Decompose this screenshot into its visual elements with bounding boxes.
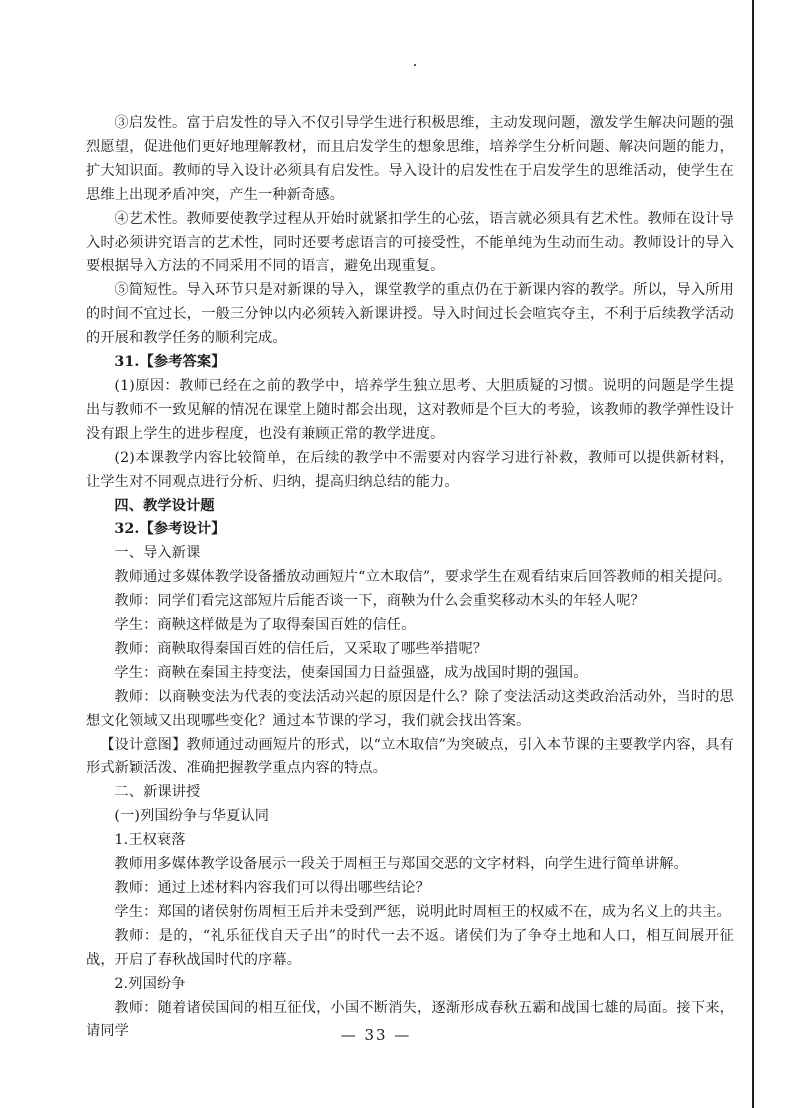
subheading-section-1: (一)列国纷争与华夏认同 xyxy=(114,808,270,825)
subheading-states-rivalry: 2.列国纷争 xyxy=(114,975,186,992)
para-intro-video: 教师通过多媒体教学设备播放动画短片“立木取信”，要求学生在观看结束后回答教师的相关提问。 xyxy=(114,569,732,586)
para-artistry: ④艺术性。教师要使教学过程从开始时就紧扣学生的心弦，语言就必须具有艺术性。教师在设计导入时必须讲究语言的艺术性，同时还要考虑语言的可接受性，不能单纯为生动而生动。教师设计的导入要根据导入方法的不同采用不同的语言，避免出现重复。 xyxy=(86,210,734,275)
dialogue-line: 教师：同学们看完这部短片后能否谈一下，商鞅为什么会重奖移动木头的年轻人呢？ xyxy=(114,593,645,610)
answer-31-heading: 31.【参考答案】 xyxy=(114,354,226,371)
dialogue-line: 学生：商鞅在秦国主持变法，使秦国国力日益强盛，成为战国时期的强国。 xyxy=(114,664,588,681)
answer-31-part2: (2)本课教学内容比较简单，在后续的教学中不需要对内容学习进行补救，教师可以提供新材料，让学生对不同观点进行分析、归纳，提高归纳总结的能力。 xyxy=(86,449,734,490)
design-intent: 【设计意图】教师通过动画短片的形式，以“立木取信”为突破点，引入本节课的主要教学内容，具有形式新颖活泼、准确把握教学重点内容的特点。 xyxy=(86,736,734,777)
page-content xyxy=(86,112,734,1044)
dialogue-line: 学生：商鞅这样做是为了取得秦国百姓的信任。 xyxy=(114,617,416,634)
dialogue-line: 教师：随着诸侯国间的相互征伐，小国不断消失，逐渐形成春秋五霸和战国七雄的局面。接下来，请同学 xyxy=(86,999,734,1040)
subheading-intro: 一、导入新课 xyxy=(114,545,201,562)
dialogue-line: 教师：以商鞅变法为代表的变法活动兴起的原因是什么？除了变法活动这类政治活动外，当时的思想文化领域又出现哪些变化？通过本节课的学习，我们就会找出答案。 xyxy=(86,688,734,729)
dialogue-line: 学生：郑国的诸侯射伤周桓王后并未受到严惩，说明此时周桓王的权威不在，成为名义上的共主。 xyxy=(114,903,731,920)
para-heuristic: ③启发性。富于启发性的导入不仅引导学生进行积极思维，主动发现问题，激发学生解决问题的强烈愿望，促进他们更好地理解教材，而且启发学生的想象思维，培养学生分析问题、解决问题的能力，扩大知识面。教师的导入设计必须具有启发性。导入设计的启发性在于启发学生的思维活动，使学生在思维上出现矛盾冲突，产生一种新奇感。 xyxy=(86,115,734,203)
dialogue-line: 教师：商鞅取得秦国百姓的信任后，又采取了哪些举措呢？ xyxy=(114,640,488,657)
dialogue-line: 教师：通过上述材料内容我们可以得出哪些结论？ xyxy=(114,880,430,896)
para-material: 教师用多媒体教学设备展示一段关于周桓王与郑国交恶的文字材料，向学生进行简单讲解。 xyxy=(114,856,688,873)
answer-32-heading: 32.【参考设计】 xyxy=(114,521,226,538)
scan-speck xyxy=(414,64,416,66)
page-edge-rule xyxy=(752,0,754,1108)
subheading-royal-decline: 1.王权衰落 xyxy=(114,832,186,849)
section-heading-design: 四、教学设计题 xyxy=(114,497,215,514)
para-brevity: ⑤简短性。导入环节只是对新课的导入，课堂教学的重点仍在于新课内容的教学。所以，导入所用的时间不宜过长，一般三分钟以内必须转入新课讲授。导入时间过长会喧宾夺主，不利于后续教学活动的开展和教学任务的顺利完成。 xyxy=(86,282,734,347)
dialogue-line: 教师：是的，“礼乐征伐自天子出”的时代一去不返。诸侯们为了争夺土地和人口，相互间展开征战，开启了春秋战国时代的序幕。 xyxy=(86,927,734,968)
page-number: — 33 — xyxy=(340,1026,412,1044)
subheading-new-lesson: 二、新课讲授 xyxy=(114,784,201,801)
answer-31-part1: (1)原因：教师已经在之前的教学中，培养学生独立思考、大胆质疑的习惯。说明的问题是学生提出与教师不一致见解的情况在课堂上随时都会出现，这对教师是个巨大的考验，该教师的教学弹性设计没有跟上学生的进步程度，也没有兼顾正常的教学进度。 xyxy=(86,377,734,442)
